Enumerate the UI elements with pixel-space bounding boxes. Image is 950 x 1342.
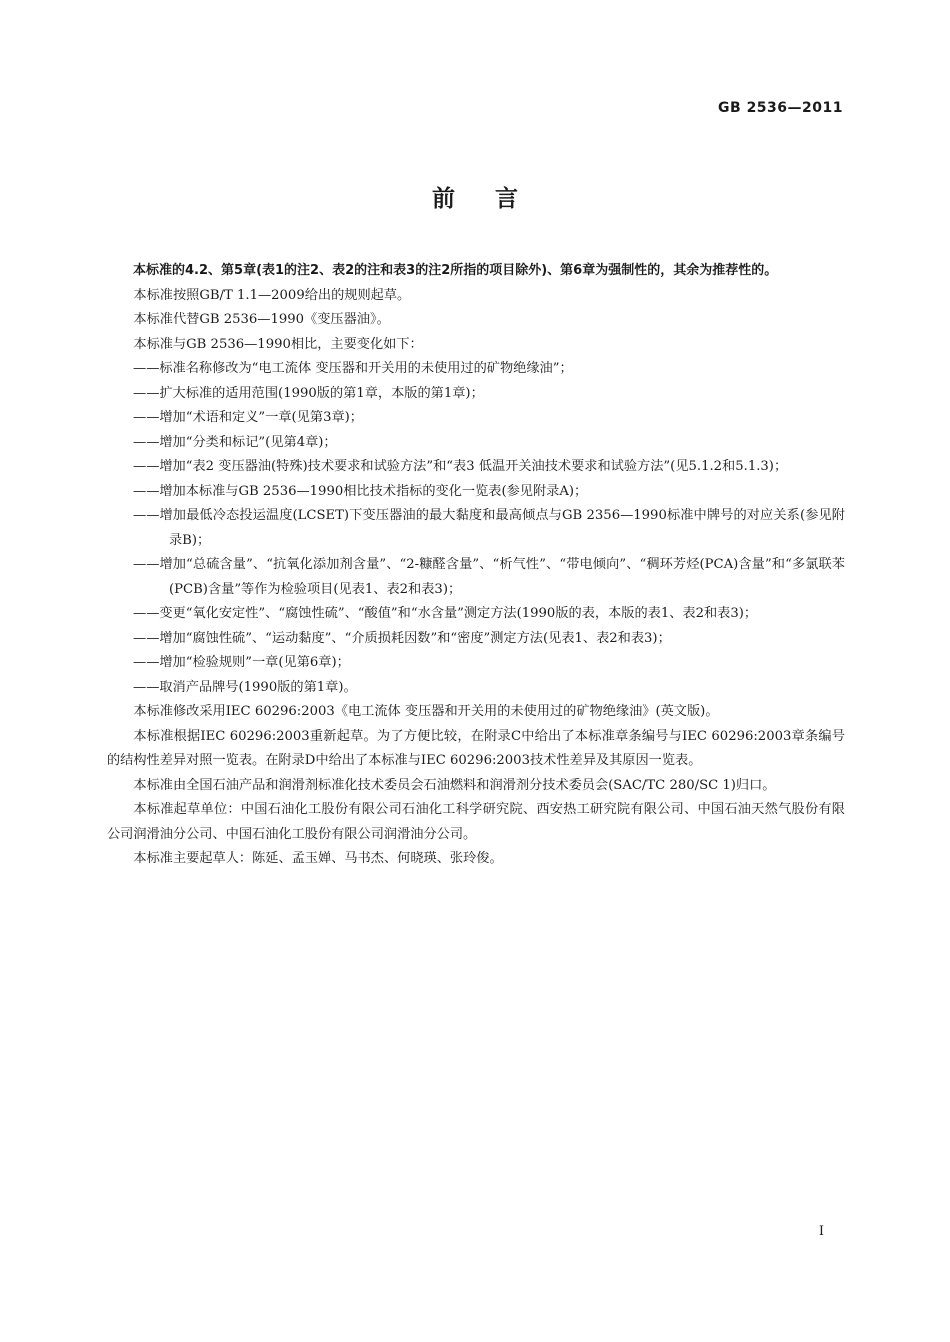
foreword-body — [107, 259, 845, 872]
mandatory-clause-paragraph: 本标准的4.2、第5章(表1的注2、表2的注和表3的注2所指的项目除外)、第6章为强制性的，其余为推荐性的。 — [133, 263, 778, 278]
committee-paragraph: 本标准由全国石油产品和润滑剂标准化技术委员会石油燃料和润滑剂分技术委员会(SAC/TC 280/SC 1)归口。 — [133, 777, 776, 793]
change-item: ——取消产品牌号(1990版的第1章)。 — [133, 679, 357, 695]
iec-adoption-paragraph: 本标准修改采用IEC 60296:2003《电工流体 变压器和开关用的未使用过的矿物绝缘油》(英文版)。 — [133, 704, 719, 719]
change-item: ——增加“分类和标记”(见第4章)； — [133, 434, 337, 450]
drafting-rule-paragraph: 本标准按照GB/T 1.1—2009给出的规则起草。 — [133, 287, 411, 303]
change-item: ——增加“总硫含量”、“抗氧化添加剂含量”、“2-糠醛含量”、“析气性”、“带电倾向”、“稠环芳烃(PCA)含量”和“多氯联苯(PCB)含量”等作为检验项目(见表1、表2和表3)； — [133, 557, 845, 597]
change-item: ——增加“术语和定义”一章(见第3章)； — [133, 410, 363, 425]
change-item: ——变更“氧化安定性”、“腐蚀性硫”、“酸值”和“水含量”测定方法(1990版的表，本版的表1、表2和表3)； — [133, 606, 758, 621]
iec-redraft-paragraph: 本标准根据IEC 60296:2003重新起草。为了方便比较，在附录C中给出了本标准章条编号与IEC 60296:2003章条编号的结构性差异对照一览表。在附录D中给出了本标准与IEC 60296:2003技术性差异及其原因一览表。 — [107, 728, 845, 768]
replaces-paragraph: 本标准代替GB 2536—1990《变压器油》。 — [133, 312, 390, 327]
change-item: ——增加“腐蚀性硫”、“运动黏度”、“介质损耗因数”和“密度”测定方法(见表1、表2和表3)； — [133, 630, 671, 646]
change-item: ——增加最低冷态投运温度(LCSET)下变压器油的最大黏度和最高倾点与GB 2356—1990标准中牌号的对应关系(参见附录B)； — [133, 508, 845, 548]
change-item: ——增加“表2 变压器油(特殊)技术要求和试验方法”和“表3 低温开关油技术要求和试验方法”(见5.1.2和5.1.3)； — [133, 459, 788, 474]
change-item: ——增加“检验规则”一章(见第6章)； — [133, 655, 350, 670]
change-item: ——增加本标准与GB 2536—1990相比技术指标的变化一览表(参见附录A)； — [133, 483, 588, 499]
change-item: ——扩大标准的适用范围(1990版的第1章，本版的第1章)； — [133, 385, 484, 401]
drafters-paragraph: 本标准主要起草人：陈延、孟玉婵、马书杰、何晓瑛、张玲俊。 — [133, 851, 503, 866]
drafting-units-paragraph: 本标准起草单位：中国石油化工股份有限公司石油化工科学研究院、西安热工研究院有限公司、中国石油天然气股份有限公司润滑油分公司、中国石油化工股份有限公司润滑油分公司。 — [107, 802, 845, 842]
page-number: I — [818, 1224, 824, 1239]
change-item: ——标准名称修改为“电工流体 变压器和开关用的未使用过的矿物绝缘油”； — [133, 361, 573, 376]
changes-intro-paragraph: 本标准与GB 2536—1990相比，主要变化如下： — [133, 336, 423, 352]
standard-code: GB 2536—2011 — [718, 100, 843, 116]
page-title: 前言 — [432, 186, 558, 212]
